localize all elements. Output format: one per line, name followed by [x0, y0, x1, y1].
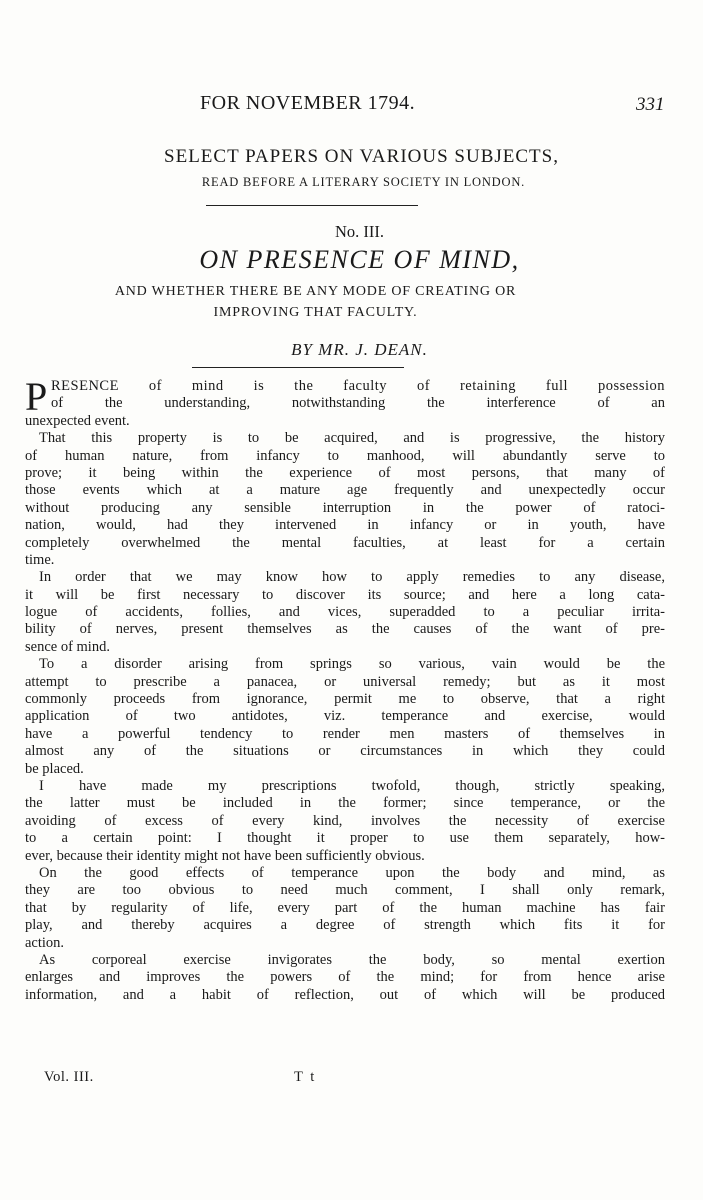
- text-line: application of two antidotes, viz. temperance and exercise, would: [25, 708, 665, 725]
- text-line: it will be first necessary to discover its source; and here a long cata-: [25, 586, 665, 603]
- text-line: In order that we may know how to apply remedies to any disease,: [39, 569, 665, 586]
- text-line: bility of nerves, present themselves as the causes of the want of pre-: [25, 621, 665, 638]
- text-line: those events which at a mature age frequently and unexpectedly occur: [25, 482, 665, 499]
- text-line: of human nature, from infancy to manhood, will abundantly serve to: [25, 447, 665, 464]
- essay-title: ON PRESENCE OF MIND,: [199, 245, 520, 274]
- text-line: have a powerful tendency to render men masters of themselves in: [25, 725, 665, 742]
- volume-marker: Vol. III.: [44, 1069, 94, 1085]
- text-line: As corporeal exercise invigorates the body, so mental exertion: [39, 951, 665, 968]
- text-line: play, and thereby acquires a degree of strength which fits it for: [25, 917, 665, 934]
- text-line: sence of mind.: [25, 638, 110, 655]
- text-line: information, and a habit of reflection, out of which will be produced: [25, 986, 665, 1003]
- text-line: ever, because their identity might not have been sufficiently obvious.: [25, 847, 425, 864]
- text-line: action.: [25, 934, 65, 951]
- text-line: time.: [25, 551, 55, 568]
- text-line: RESENCE of mind is the faculty of retaining full possession: [51, 378, 665, 394]
- series-subtitle: READ BEFORE A LITERARY SOCIETY IN LONDON.: [201, 175, 526, 189]
- series-title: SELECT PAPERS ON VARIOUS SUBJECTS,: [164, 146, 559, 167]
- text-line: I have made my prescriptions twofold, though, strictly speaking,: [39, 777, 665, 794]
- essay-number: No. III.: [334, 222, 385, 241]
- text-line: avoiding of excess of every kind, involves the necessity of exercise: [25, 812, 665, 829]
- essay-body: [25, 374, 665, 1004]
- essay-byline: BY MR. J. DEAN.: [291, 340, 428, 359]
- text-line: unexpected event.: [25, 412, 130, 429]
- text-line: logue of accidents, follies, and vices, superadded to a peculiar irrita-: [25, 604, 665, 621]
- text-line: that by regularity of life, every part of the human machine has fair: [25, 899, 665, 916]
- divider-rule: [192, 367, 404, 368]
- text-line: to a certain point: I thought it proper to use them separately, how-: [25, 830, 665, 847]
- text-line: To a disorder arising from springs so various, vain would be the: [39, 656, 665, 673]
- text-line: without producing any sensible interruption in the power of ratoci-: [25, 499, 665, 516]
- text-line: On the good effects of temperance upon the body and mind, as: [39, 864, 665, 881]
- essay-subtitle-line-2: IMPROVING THAT FACULTY.: [213, 305, 418, 320]
- text-line: completely overwhelmed the mental faculties, at least for a certain: [25, 534, 665, 551]
- text-line: be placed.: [25, 760, 84, 777]
- text-line: of the understanding, notwithstanding the interference of an: [51, 395, 665, 412]
- text-line: nation, would, had they intervened in infancy or in youth, have: [25, 517, 665, 534]
- text-line: enlarges and improves the powers of the mind; for from hence arise: [25, 969, 665, 986]
- signature-mark: T t: [294, 1069, 317, 1085]
- text-line: commonly proceeds from ignorance, permit me to observe, that a right: [25, 691, 665, 708]
- text-line: almost any of the situations or circumstances in which they could: [25, 743, 665, 760]
- text-line: That this property is to be acquired, and is progressive, the history: [39, 430, 665, 447]
- text-line: they are too obvious to need much comment, I shall only remark,: [25, 882, 665, 899]
- page-number: 331: [636, 94, 665, 115]
- divider-rule: [206, 205, 418, 206]
- text-line: prove; it being within the experience of most persons, that many of: [25, 464, 665, 481]
- text-line: attempt to prescribe a panacea, or universal remedy; but as it most: [25, 673, 665, 690]
- running-head: FOR NOVEMBER 1794.: [200, 92, 416, 114]
- essay-subtitle-line-1: AND WHETHER THERE BE ANY MODE OF CREATING OR: [114, 284, 517, 299]
- text-line: the latter must be included in the former; since temperance, or the: [25, 795, 665, 812]
- drop-cap: P: [25, 374, 48, 419]
